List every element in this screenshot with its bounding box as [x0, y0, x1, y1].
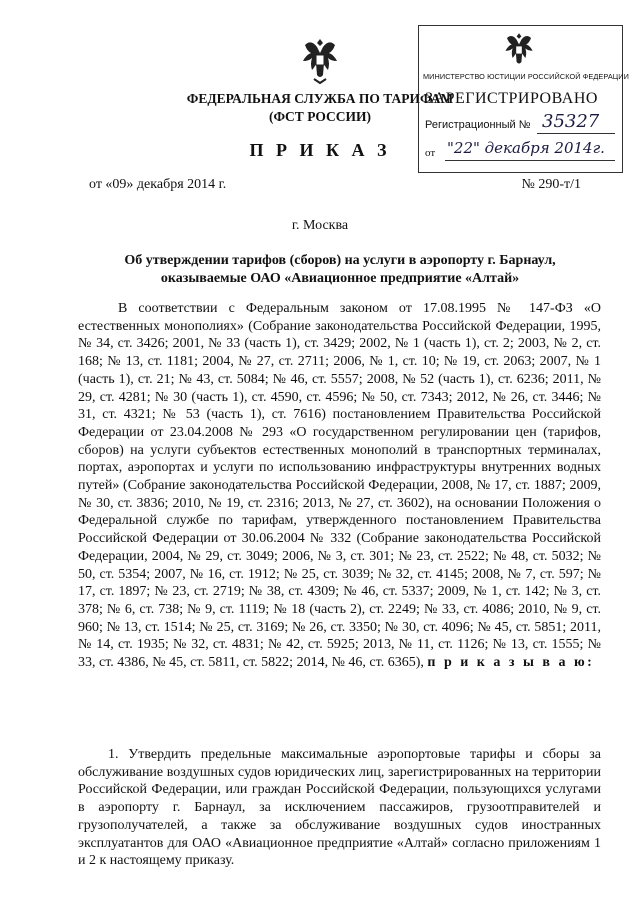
- stamp-reg-date-label: от: [425, 147, 436, 159]
- document-title: П Р И К А З: [249, 140, 391, 160]
- document-item-1: [78, 746, 601, 870]
- stamp-ministry: МИНИСТЕРСТВО ЮСТИЦИИ РОССИЙСКОЙ ФЕДЕРАЦИИ: [423, 72, 629, 81]
- stamp-reg-number-underline: [537, 133, 615, 134]
- stamp-status: ЗАРЕГИСТРИРОВАНО: [425, 90, 598, 107]
- stamp-reg-number-value: 35327: [542, 111, 600, 132]
- document-preamble: [78, 300, 601, 672]
- document-number: № 290-т/1: [521, 177, 581, 192]
- stamp-reg-number-label: Регистрационный №: [425, 119, 531, 131]
- order-word: п р и к а з ы в а ю:: [427, 655, 595, 671]
- document-subject: Об утверждении тарифов (сборов) на услуги в аэропорту г. Барнаул, оказываемые ОАО «Авиационное предприятие «Алтай»: [124, 253, 556, 286]
- preamble-text: В соответствии с Федеральным законом от 17.08.1995 № 147-ФЗ «О естественных монополиях» (Собрание законодательства Российской Федерации, 1995, № 34, ст. 3426; 2001, № 33 (часть 1), ст. 3429; 2002, № 1 (часть 1), ст. 2; 2003, № 2, ст. 168; № 13, ст. 1181; 2004, № 27, ст. 2711; 2006, № 1, ст. 10; № 19, ст. 2063; 2007, № 1 (часть 1), ст. 21; № 43, ст. 5084; № 46, ст. 5557; 2008, № 52 (часть 1), ст. 6236; 2011, № 29, ст. 4281; № 30 (часть 1), ст. 4590, ст. 4596; № 50, ст. 7343; 2012, № 26, ст. 3446; № 31, ст. 4321; № 53 (часть 1), ст. 7616) постановлением Правительства Российской Федерации от 23.04.2008 № 293 «О государственном регулировании цен (тарифов, сборов) на услуги субъектов естественных монополий в транспортных терминалах, портах, аэропортах и услуги по использованию инфраструктуры внутренних водных путей» (Собрание законодательства Российской Федерации, 2008, № 17, ст. 1887; 2009, № 30, ст. 3836; 2010, № 19, ст. 2316; 2013, № 27, ст. 3602), на основании Положения о Федеральной службе по тарифам, утвержденного постановлением Правительства Российской Федерации от 30.06.2004 № 332 (Собрание законодательства Российской Федерации, 2004, № 29, ст. 3049; 2006, № 3, ст. 301; № 23, ст. 2522; № 48, ст. 5032; № 50, ст. 5354; 2007, № 16, ст. 1912; № 25, ст. 3039; № 32, ст. 4145; 2008, № 7, ст. 597; № 17, ст. 1897; № 23, ст. 2719; № 38, ст. 4309; № 46, ст. 5337; 2009, № 1, ст. 142; № 3, ст. 378; № 6, ст. 738; № 9, ст. 1119; № 18 (часть 2), ст. 2249; № 33, ст. 4086; 2010, № 9, ст. 960; № 13, ст. 1514; № 25, ст. 3169; № 26, ст. 3350; № 30, ст. 4096; № 45, ст. 5851; 2011, № 14, ст. 1935; № 32, ст. 4831; № 42, ст. 5925; 2013, № 11, ст. 1126; № 13, ст. 1555; № 33, ст. 4386, № 45, ст. 5811, ст. 5822; 2014, № 46, ст. 6365),: [78, 301, 601, 671]
- item-1-text: 1. Утвердить предельные максимальные аэропортовые тарифы и сборы за обслуживание воздушных судов юридических лиц, зарегистрированных на территории Российской Федерации, или граждан Российской Федерации, пользующихся услугами в аэропорту г. Барнаул, за исключением пассажиров, грузоотправителей и грузополучателей, а также за обслуживание воздушных судов иностранных эксплуатантов для ОАО «Авиационное предприятие «Алтай» согласно приложениям 1 и 2 к настоящему приказу.: [78, 747, 601, 869]
- stamp-coat-of-arms-icon: [499, 30, 539, 75]
- document-city: г. Москва: [291, 218, 349, 233]
- stamp-reg-date-value: "22" декабря 2014г.: [447, 139, 605, 157]
- document-date: от «09» декабря 2014 г.: [89, 177, 227, 192]
- agency-name-line2: (ФСТ РОССИИ): [268, 109, 372, 124]
- agency-name-line1: ФЕДЕРАЛЬНАЯ СЛУЖБА ПО ТАРИФАМ: [186, 91, 454, 106]
- coat-of-arms-icon: [297, 35, 343, 85]
